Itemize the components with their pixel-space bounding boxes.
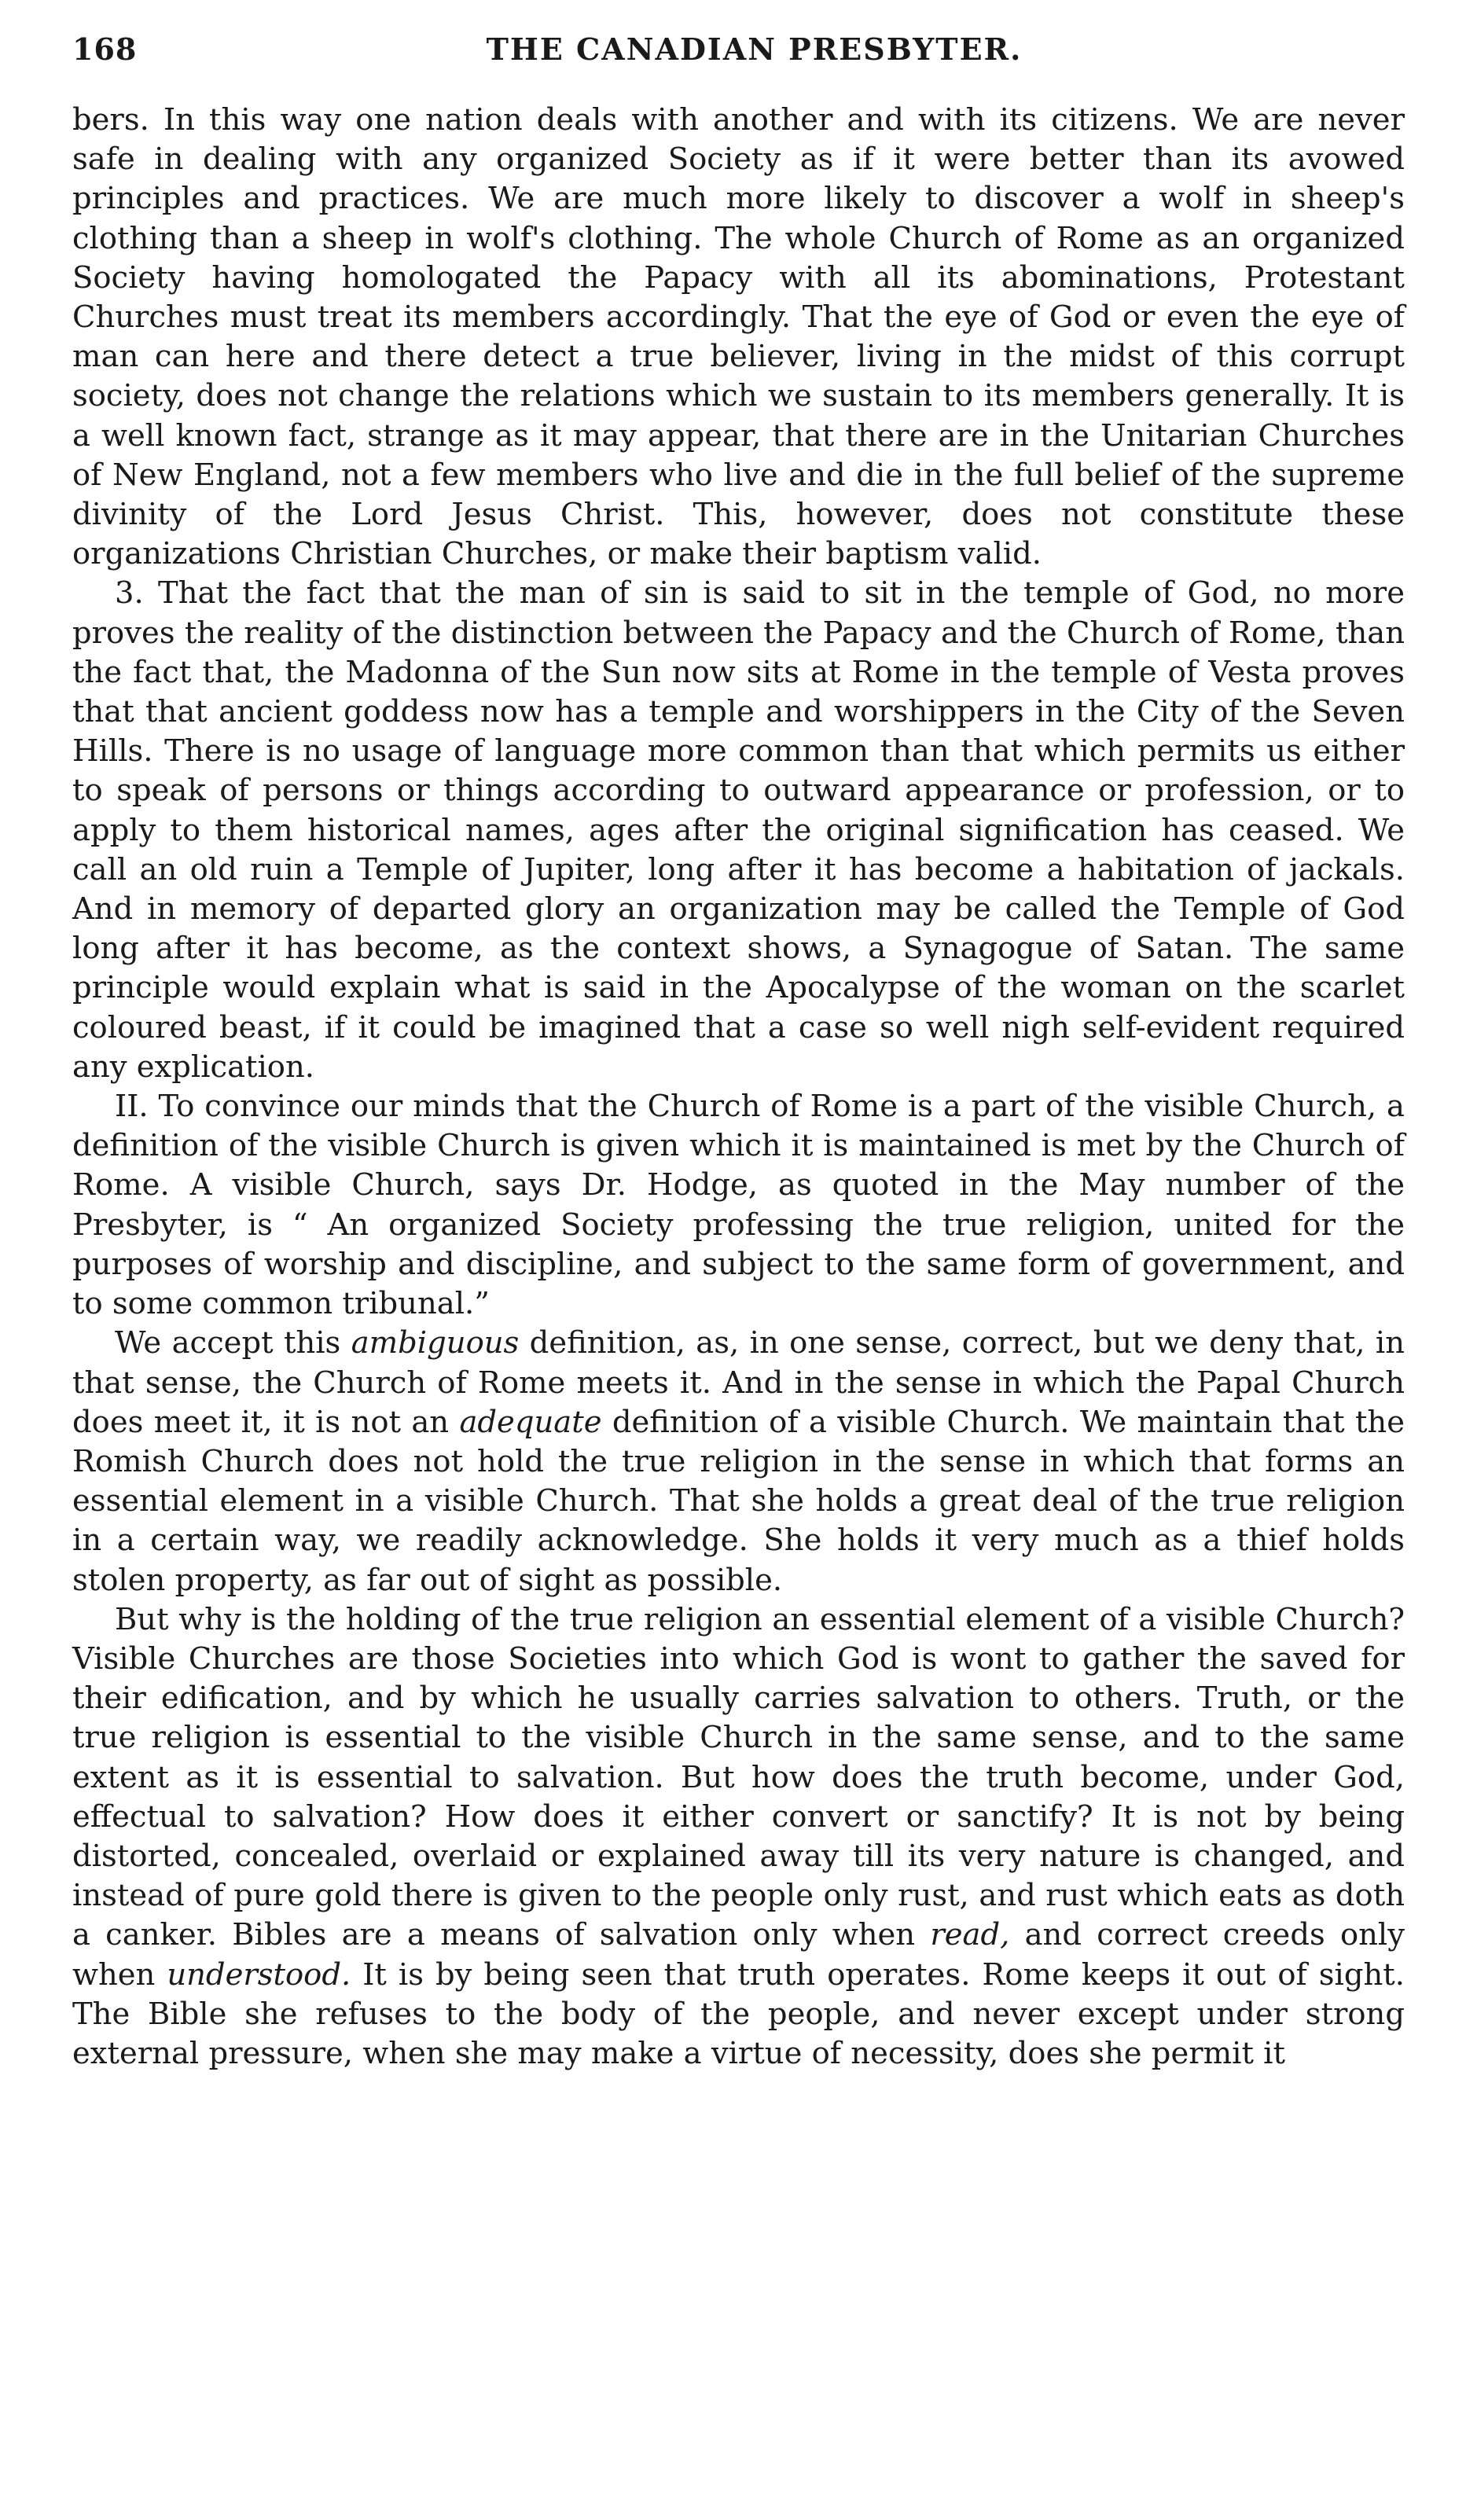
- text-run: 3. That the fact that the man of sin is said to sit in the temple of God, no more proves the reality of the distinction between the Papacy and the Church of Rome, than the fact that, the Madonna of the Sun now sits at Rome in the temple of Vesta proves that that ancient goddess now has a temple and worshippers in the City of the Seven Hills. There is no usage of language more common than that which permits us either to speak of persons or things according to outward appearance or profession, or to apply to them historical names, ages after the original signification has ceased. We call an old ruin a Temple of Jupiter, long after it has become a habitation of jackals. And in memory of departed glory an organization may be called the Temple of God long after it has become, as the context shows, a Synagogue of Satan. The same principle would explain what is said in the Apocalypse of the woman on the scarlet coloured beast, if it could be imagined that a case so well nigh self-evident required any explication.: [72, 575, 1405, 1085]
- text-run: bers. In this way one nation deals with another and with its citizens. We are never safe in dealing with any organized Society as if it were better than its avowed principles and practices. We are much more likely to discover a wolf in sheep's clothing than a sheep in wolf's clothing. The whole Church of Rome as an organized Society having homologated the Papacy with all its abominations, Protestant Churches must treat its members accordingly. That the eye of God or even the eye of man can here and there detect a true believer, living in the midst of this corrupt society, does not change the relations which we sustain to its members generally. It is a well known fact, strange as it may appear, that there are in the Unitarian Churches of New England, not a few members who live and die in the full belief of the supreme divinity of the Lord Jesus Christ. This, however, does not constitute these organizations Christian Churches, or make their baptism valid.: [72, 102, 1405, 572]
- text-run: definition, as, in one sense, correct, but we deny that, in that sense, the Church of Rome meets it. And in the sense in which the Papal Church does meet it, it is not an: [72, 1325, 1405, 1440]
- italic-text: read,: [930, 1917, 1010, 1953]
- text-run: We accept this: [115, 1325, 351, 1361]
- italic-text: adequate: [459, 1404, 602, 1440]
- text-run: definition of a visible Church. We maintain that the Romish Church does not hold the true religion in the sense in which that forms an essential element in a visible Church. That she holds a great deal of the true religion in a certain way, we readily acknowledge. She holds it very much as a thief holds stolen property, as far out of sight as possible.: [72, 1404, 1405, 1598]
- running-title: THE CANADIAN PRESBYTER.: [486, 31, 1023, 67]
- paragraph: [72, 1324, 1405, 1600]
- italic-text: understood.: [167, 1956, 351, 1993]
- running-header: [72, 31, 1405, 86]
- document-page: [72, 31, 1405, 2484]
- paragraph: [72, 101, 1405, 574]
- paragraph: [72, 574, 1405, 1087]
- text-run: It is by being seen that truth operates. Rome keeps it out of sight. The Bible she refuses to the body of the people, and never except under strong external pressure, when she may make a virtue of necessity, does she permit it: [72, 1956, 1405, 2071]
- text-run: II. To convince our minds that the Church of Rome is a part of the visible Church, a definition of the visible Church is given which it is maintained is met by the Church of Rome. A visible Church, says Dr. Hodge, as quoted in the May number of the Presbyter, is “ An organized Society professing the true religion, united for the purposes of worship and discipline, and subject to the same form of government, and to some common tribunal.”: [72, 1089, 1405, 1322]
- paragraph: [72, 1600, 1405, 2074]
- italic-text: ambiguous: [351, 1325, 520, 1361]
- body-text: [72, 101, 1405, 2074]
- text-run: But why is the holding of the true religion an essential element of a visible Church? Visible Churches are those Societies into which God is wont to gather the saved for their edification, and by which he usually carries salvation to others. Truth, or the true religion is essential to the visible Church in the same sense, and to the same extent as it is essential to salvation. But how does the truth become, under God, effectual to salvation? How does it either convert or sanctify? It is not by being distorted, concealed, overlaid or explained away till its very nature is changed, and instead of pure gold there is given to the people only rust, and rust which eats as doth a canker. Bibles are a means of salvation only when: [72, 1601, 1405, 1953]
- text-run: and correct creeds only when: [72, 1917, 1405, 1993]
- paragraph: [72, 1087, 1405, 1324]
- page-number: 168: [72, 31, 138, 67]
